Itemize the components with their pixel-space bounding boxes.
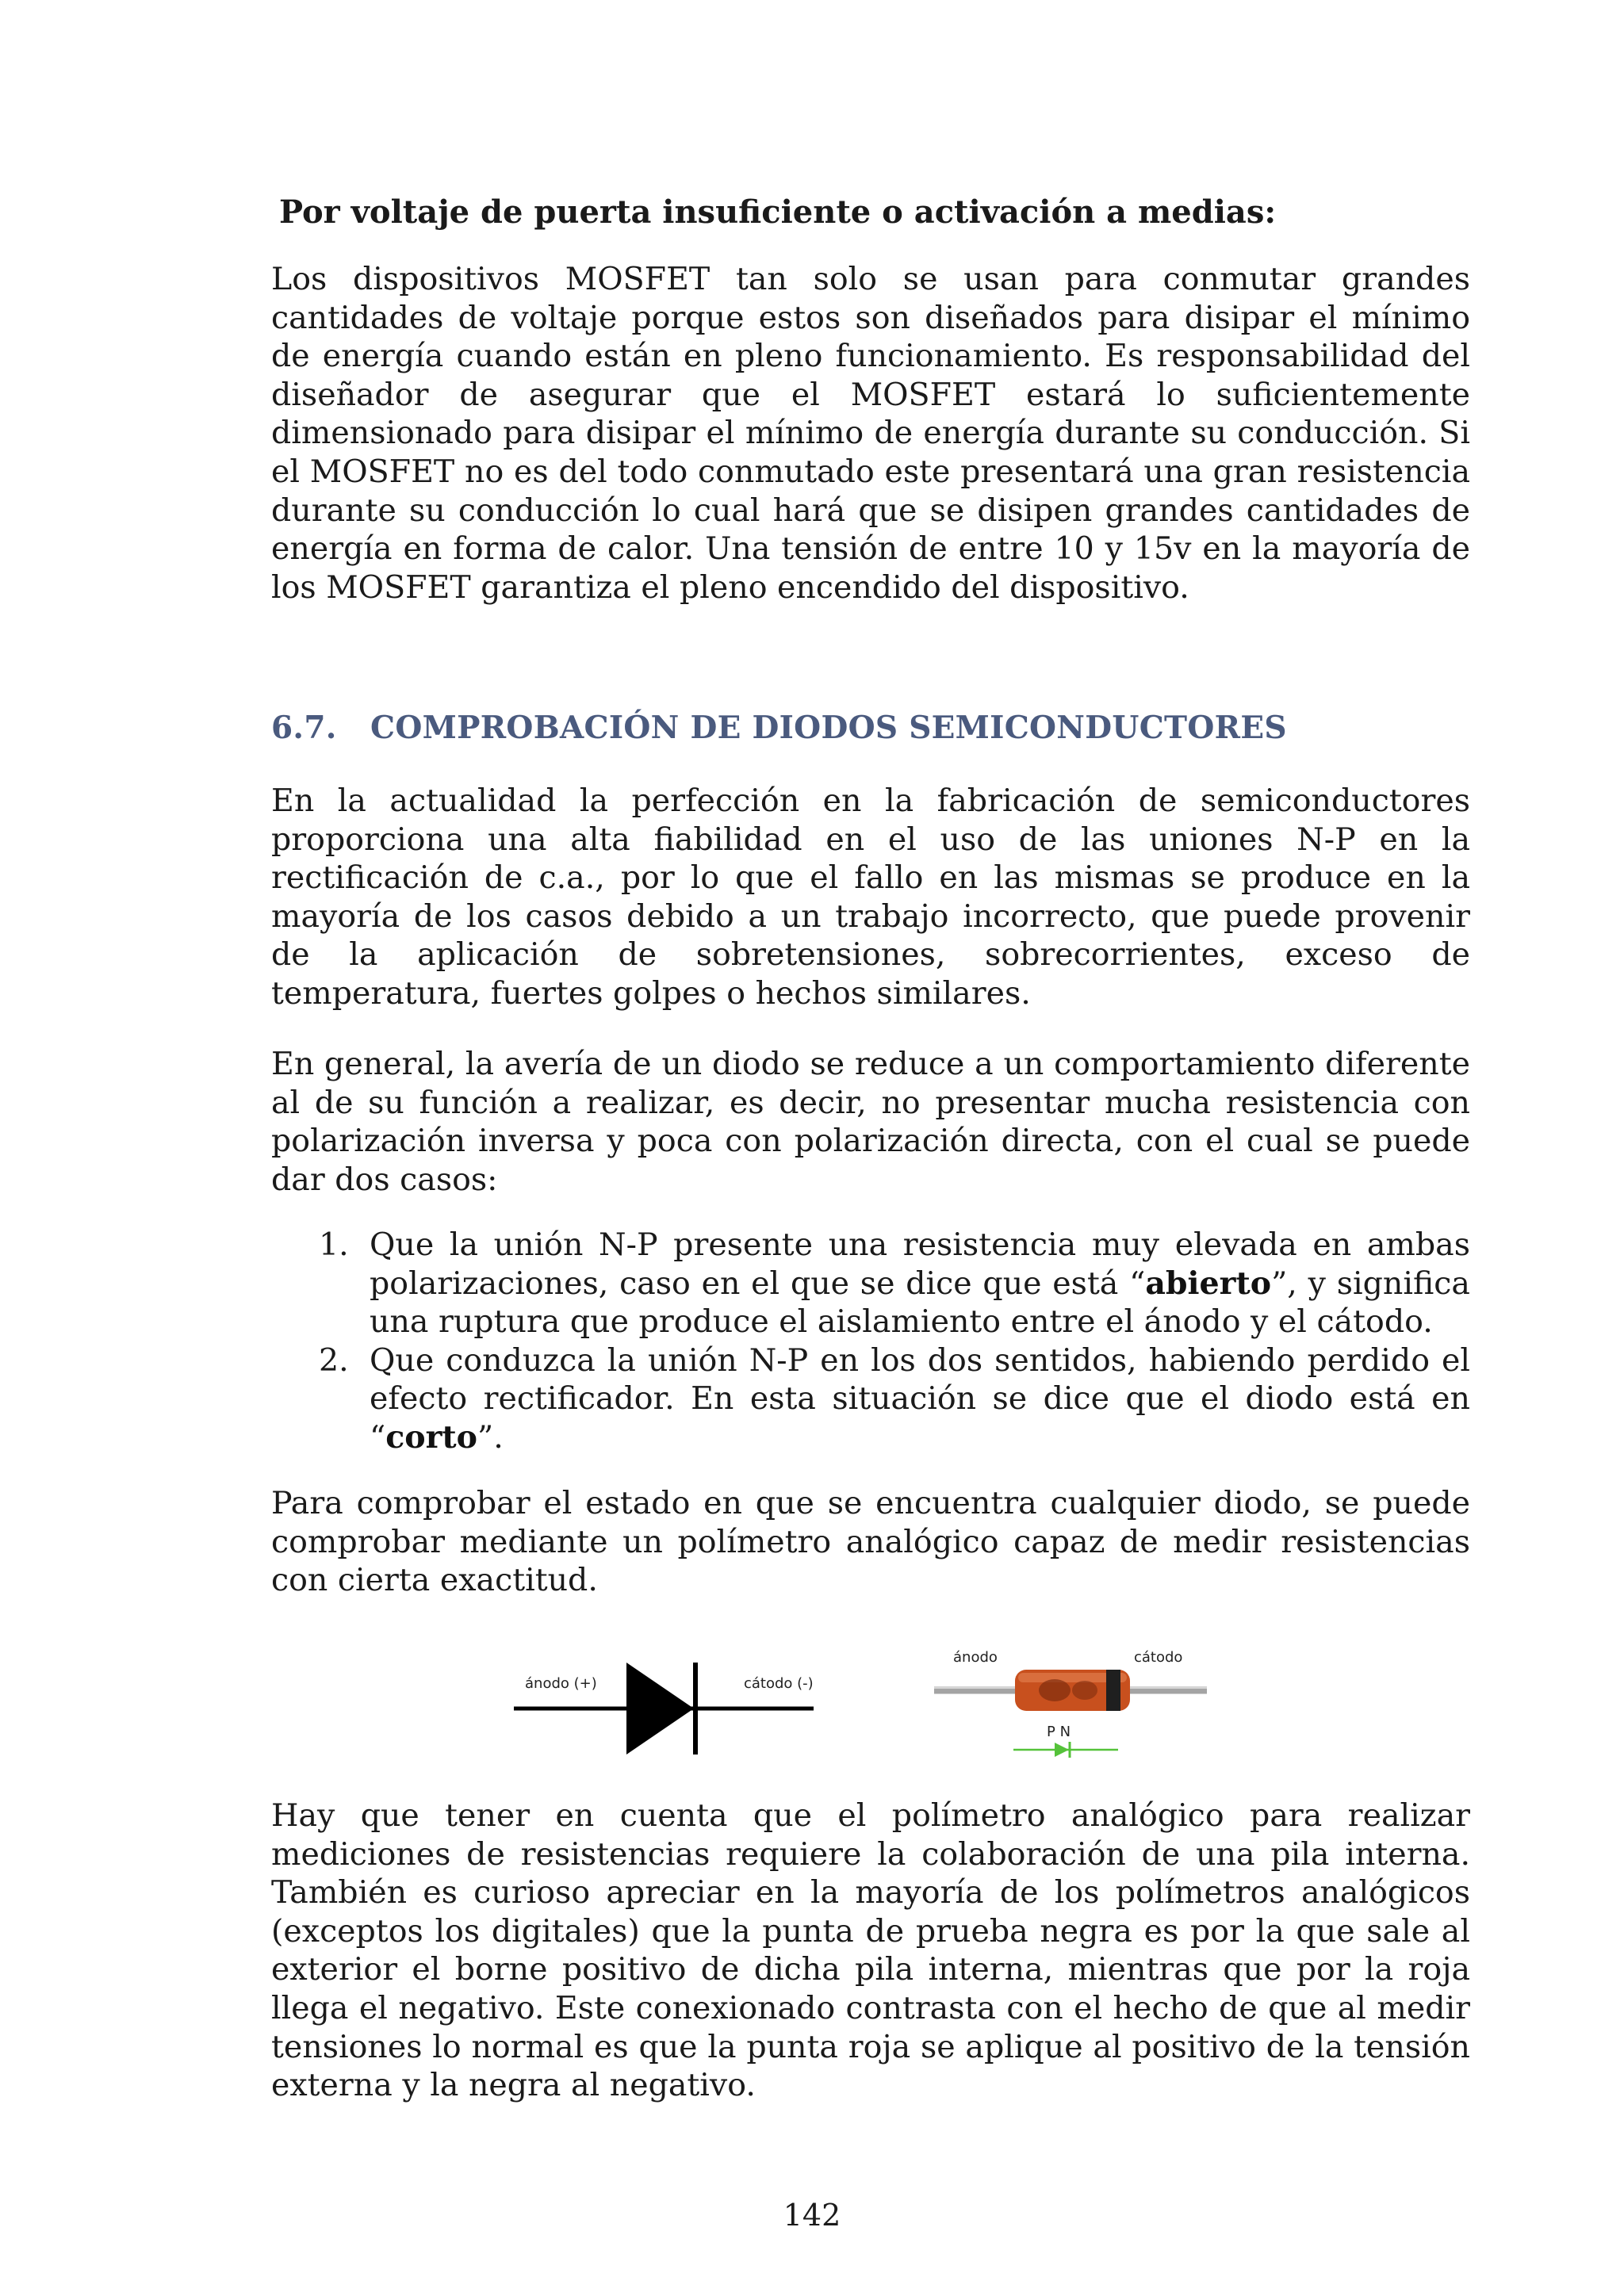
photo-cathode-label: cátodo bbox=[1134, 1649, 1183, 1666]
paragraph-general: En general, la avería de un diodo se reduce a un comportamiento diferente al de su función a realizar, es decir, no presentar mucha resistencia con polarización inversa y poca con polarización directa, con el cual se puede dar dos casos: bbox=[271, 1046, 1470, 1198]
pn-label: P N bbox=[1047, 1724, 1071, 1740]
diode-component-figure bbox=[928, 1641, 1213, 1764]
cathode-label: cátodo (-) bbox=[744, 1675, 814, 1692]
page-number: 142 bbox=[783, 2198, 841, 2233]
diode-triangle bbox=[626, 1663, 694, 1755]
section-heading bbox=[271, 709, 1470, 747]
list-item bbox=[319, 1341, 1470, 1457]
list-item-text: Que la unión N-P presente una resistencia muy elevada en ambas polarizaciones, caso en el que se dice que está “ bbox=[370, 1226, 1470, 1302]
paragraph-final: Hay que tener en cuenta que el polímetro analógico para realizar mediciones de resistencias requiere la colaboración de una pila interna. También es curioso apreciar en la mayoría de los polímetros analógicos (exceptos los digitales) que la punta de prueba negra es por la que sale al exterior el borne positivo de dicha pila interna, mientras que por la roja llega el negativo. Este conexionado contrasta con el hecho de que al medir tensiones lo normal es que la punta roja se aplique al positivo de la tensión externa y la negra al negativo. bbox=[271, 1797, 1470, 2104]
pn-diode-icon bbox=[1055, 1743, 1069, 1757]
anode-label: ánodo (+) bbox=[525, 1675, 597, 1692]
list-item-number: 2. bbox=[319, 1341, 349, 1379]
list-item-text-end: ”, y significa una ruptura que produce el aislamiento entre el ánodo y el cátodo. bbox=[370, 1265, 1470, 1341]
section-number: 6.7. bbox=[271, 710, 337, 746]
list-item bbox=[319, 1226, 1470, 1341]
diode-symbol-figure bbox=[508, 1653, 825, 1764]
section-title: COMPROBACIÓN DE DIODOS SEMICONDUCTORES bbox=[370, 710, 1287, 746]
failure-cases-list bbox=[319, 1226, 1470, 1457]
list-item-number: 1. bbox=[319, 1226, 349, 1263]
paragraph-mosfet: Los dispositivos MOSFET tan solo se usan para conmutar grandes cantidades de voltaje porque estos son diseñados para disipar el mínimo de energía cuando están en pleno funcionamiento. Es responsabilidad del diseñador de asegurar que el MOSFET estará lo suficientemente dimensionado para disipar el mínimo de energía durante su conducción. Si el MOSFET no es del todo conmutado este presentará una gran resistencia durante su conducción lo cual hará que se disipen grandes cantidades de energía en forma de calor. Una tensión de entre 10 y 15v en la mayoría de los MOSFET garantiza el pleno encendido del dispositivo. bbox=[271, 261, 1470, 606]
term-abierto: abierto bbox=[1145, 1265, 1272, 1302]
subheading: Por voltaje de puerta insuficiente o activación a medias: bbox=[279, 193, 1277, 231]
term-corto: corto bbox=[385, 1418, 478, 1456]
paragraph-intro: En la actualidad la perfección en la fabricación de semiconductores proporciona una alta fiabilidad en el uso de las uniones N-P en la rectificación de c.a., por lo que el fallo en las mismas se produce en la mayoría de los casos debido a un trabajo incorrecto, que puede provenir de la aplicación de sobretensiones, sobrecorrientes, exceso de temperatura, fuertes golpes o hechos similares. bbox=[271, 783, 1470, 1012]
cathode-band bbox=[1106, 1670, 1120, 1711]
paragraph-polimetro: Para comprobar el estado en que se encuentra cualquier diodo, se puede comprobar mediante un polímetro analógico capaz de medir resistencias con cierta exactitud. bbox=[271, 1485, 1470, 1599]
photo-anode-label: ánodo bbox=[953, 1649, 998, 1666]
list-item-text-end: ”. bbox=[477, 1418, 504, 1456]
list-item-text: Que conduzca la unión N-P en los dos sentidos, habiendo perdido el efecto rectificador. En esta situación se dice que el diodo está en “ bbox=[370, 1341, 1470, 1456]
